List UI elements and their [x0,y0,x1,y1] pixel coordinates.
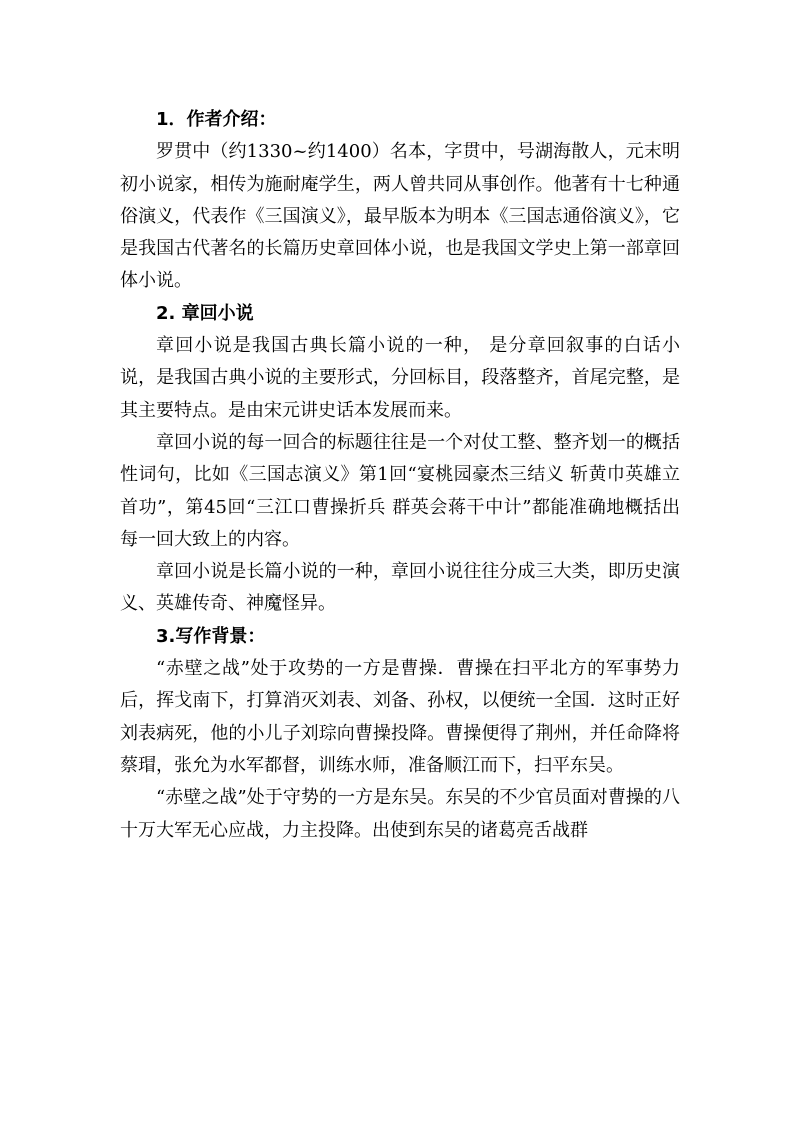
paragraph-zhanghui-categories: 章回小说是长篇小说的一种，章回小说往往分成三大类，即历史演义、英雄传奇、神魔怪异。 [120,561,680,615]
section-zhanghui-novel [120,298,680,621]
paragraph-author-intro: 罗贯中（约1330~约1400）名本，字贯中，号湖海散人，元末明初小说家，相传为施耐庵学生，两人曾共同从事创作。他著有十七种通俗演义，代表作《三国演义》，最早版本为明本《三国志通俗演义》，它是我国古代著名的长篇历史章回体小说，也是我国文学史上第一部章回体小说。 [120,141,680,292]
paragraph-background-defense: “赤壁之战”处于守势的一方是东吴。东吴的不少官员面对曹操的八十万大军无心应战，力主投降。出使到东吴的诸葛亮舌战群 [120,787,680,841]
document-body [120,104,680,847]
paragraph-zhanghui-definition: 章回小说是我国古典长篇小说的一种， 是分章回叙事的白话小说，是我国古典小说的主要形式，分回标目，段落整齐，首尾完整，是其主要特点。是由宋元讲史话本发展而来。 [120,335,680,421]
section-writing-background [120,621,680,847]
paragraph-zhanghui-titles: 章回小说的每一回合的标题往往是一个对仗工整、整齐划一的概括性词句，比如《三国志演义》第1回“宴桃园豪杰三结义 斩黄巾英雄立首功”，第45回“三江口曹操折兵 群英会蒋干中计”都能准确地概括出每一回大致上的内容。 [120,431,680,550]
section-heading-writing-background: 3.写作背景： [156,625,266,647]
section-heading-zhanghui-novel: 2. 章回小说 [156,302,254,324]
section-author-intro [120,104,680,298]
paragraph-background-offense: “赤壁之战”处于攻势的一方是曹操．曹操在扫平北方的军事势力后，挥戈南下，打算消灭刘表、刘备、孙权，以便统一全国．这时正好刘表病死，他的小儿子刘琮向曹操投降。曹操便得了荆州，并任命降将蔡瑁，张允为水军都督，训练水师，准备顺江而下，扫平东吴。 [120,658,680,776]
section-heading-author-intro: 1．作者介绍： [156,109,277,130]
